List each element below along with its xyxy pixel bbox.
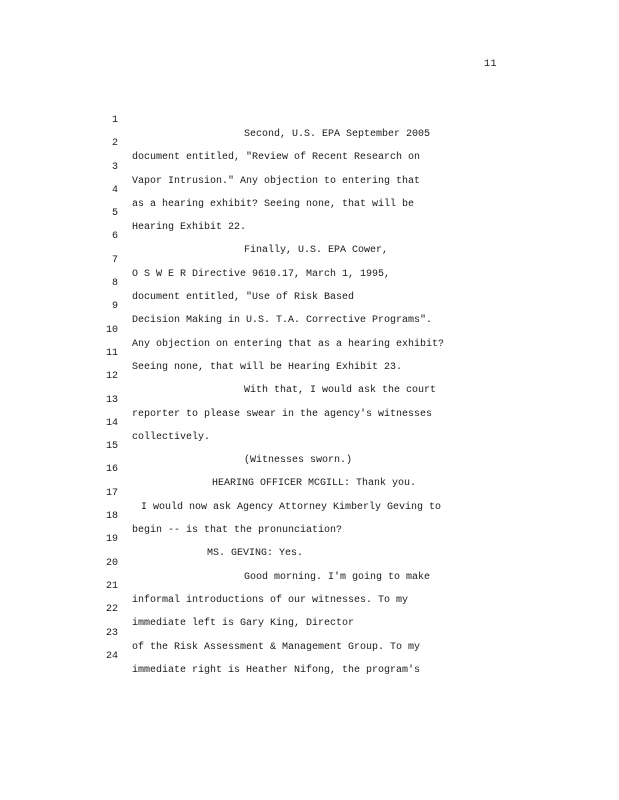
line-number: 1 — [111, 115, 118, 126]
line-number: 16 — [105, 464, 118, 476]
line-number: 20 — [105, 557, 118, 569]
transcript-line — [0, 310, 619, 350]
line-text: begin -- is that the pronunciation? — [132, 525, 343, 537]
line-number: 6 — [111, 231, 118, 243]
line-text: Good morning. I'm going to make — [244, 571, 431, 583]
transcript-line — [0, 449, 619, 490]
line-number: 14 — [105, 417, 118, 429]
transcript-line — [0, 123, 619, 164]
line-text: document entitled, "Review of Recent Research on — [132, 152, 421, 164]
line-text: Decision Making in U.S. T.A. Corrective Programs". — [132, 315, 433, 327]
line-text: reporter to please swear in the agency's witnesses — [132, 408, 433, 420]
line-number: 11 — [105, 347, 118, 359]
line-number: 17 — [105, 487, 118, 499]
line-text: collectively. — [132, 431, 211, 443]
line-text: I would now ask Agency Attorney Kimberly Geving to — [141, 501, 442, 513]
transcript-line — [0, 216, 619, 257]
transcript-line — [0, 496, 619, 537]
line-number: 15 — [105, 441, 118, 453]
line-number: 7 — [111, 254, 118, 266]
line-text: Finally, U.S. EPA Cower, — [244, 245, 389, 257]
line-text: immediate left is Gary King, Director — [132, 618, 355, 630]
transcript-line — [0, 100, 619, 140]
line-number: 10 — [105, 324, 118, 336]
line-text: as a hearing exhibit? Seeing none, that will be — [132, 198, 415, 210]
line-number: 9 — [111, 301, 118, 313]
line-text: O S W E R Directive 9610.17, March 1, 1995, — [132, 268, 391, 280]
line-number: 4 — [111, 184, 118, 196]
line-text: of the Risk Assessment & Management Group. To my — [132, 641, 421, 653]
transcript-line — [0, 636, 619, 676]
transcript-line — [0, 403, 619, 443]
line-number: 2 — [111, 138, 118, 150]
line-number: 23 — [105, 627, 118, 639]
line-number: 5 — [111, 208, 118, 220]
line-number: 8 — [111, 278, 118, 290]
page-number: 11 — [484, 59, 498, 70]
line-number: 19 — [105, 534, 118, 546]
line-text: informal introductions of our witnesses. To my — [132, 594, 409, 606]
transcript-line — [0, 333, 619, 373]
transcript-line — [0, 356, 619, 397]
transcript-line — [0, 519, 619, 560]
line-number: 13 — [105, 394, 118, 406]
line-number: 3 — [111, 161, 118, 173]
transcript-line — [0, 240, 619, 280]
line-number: 18 — [105, 511, 118, 523]
line-text: Any objection on entering that as a hearing exhibit? — [132, 338, 445, 350]
transcript-line — [0, 613, 619, 653]
line-text: (Witnesses sworn.) — [244, 455, 353, 467]
line-text: Second, U.S. EPA September 2005 — [244, 129, 431, 140]
transcript-line — [0, 426, 619, 467]
transcript-line — [0, 566, 619, 606]
transcript-lines — [0, 100, 619, 676]
line-number: 21 — [105, 580, 118, 592]
line-text: With that, I would ask the court — [244, 385, 437, 397]
transcript-line — [0, 543, 619, 583]
transcript-line — [0, 170, 619, 210]
transcript-line — [0, 263, 619, 304]
transcript-line — [0, 380, 619, 420]
line-text: document entitled, "Use of Risk Based — [132, 292, 355, 304]
transcript-line — [0, 147, 619, 187]
transcript-line — [0, 473, 619, 513]
line-text: immediate right is Heather Nifong, the program's — [132, 664, 421, 676]
line-number: 12 — [105, 371, 118, 383]
line-text: HEARING OFFICER MCGILL: Thank you. — [212, 478, 417, 490]
line-number: 24 — [105, 650, 118, 662]
transcript-line — [0, 589, 619, 630]
transcript-line — [0, 193, 619, 234]
line-text: Hearing Exhibit 22. — [132, 222, 247, 234]
line-number: 22 — [105, 604, 118, 616]
line-text: MS. GEVING: Yes. — [207, 548, 304, 560]
line-text: Seeing none, that will be Hearing Exhibit 23. — [132, 361, 403, 373]
transcript-line — [0, 286, 619, 327]
line-text: Vapor Intrusion." Any objection to entering that — [132, 175, 421, 187]
